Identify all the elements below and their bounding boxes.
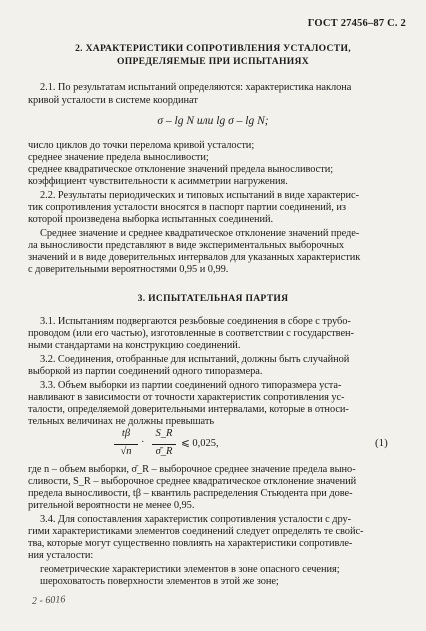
text-line: проводом (или его частью), изготовленные в соответствии с государствен-: [28, 328, 354, 339]
equation-number: (1): [375, 437, 388, 449]
text-line: 3.4. Для сопоставления характеристик сопротивления усталости с дру-: [40, 514, 352, 525]
formula-rhs: ⩽ 0,025,: [181, 438, 219, 449]
text-line: 2.2. Результаты периодических и типовых испытаний в виде характерис-: [40, 190, 360, 201]
fraction-bar: [152, 444, 176, 445]
text-line: тик сопротивления усталости вносятся в паспорт партии соединений, из: [28, 202, 346, 213]
text-line: значений и в виде доверительных интервалов для указанных характеристик: [28, 252, 361, 263]
text-line: 3.2. Соединения, отобранные для испытаний, должны быть случайной: [40, 354, 350, 365]
text-line: навливают в зависимости от точности характеристик сопротивления ус-: [28, 392, 345, 403]
text-line: кривой усталости в системе координат: [28, 95, 198, 106]
t-beta: tβ: [121, 428, 131, 439]
text-line: где n – объем выборки, σ̄_R – выборочное среднее значение предела выно-: [28, 464, 356, 475]
fraction-s-over-sigma: [150, 428, 178, 462]
s-r: S_R: [155, 428, 173, 439]
text-line: 2.1. По результатам испытаний определяются: характеристика наклона: [40, 82, 352, 93]
text-line: тельных величинах не должны превышать: [28, 416, 215, 427]
text-line: сливости, S_R – выборочное среднее квадратическое отклонение значений: [28, 476, 357, 487]
text-line: Среднее значение и среднее квадратическое отклонение значений преде-: [40, 228, 360, 239]
page-header: ГОСТ 27456–87 С. 2: [307, 18, 406, 29]
fraction-t-over-sqrt-n: [112, 428, 140, 462]
text-line: с доверительными вероятностями 0,95 и 0,99.: [28, 264, 229, 275]
list-item: среднее квадратическое отклонение значений предела выносливости;: [28, 164, 334, 175]
handwritten-note: 2 - 6016: [31, 594, 66, 607]
text-line: тва, которые могут существенно повлиять на характеристики сопротивле-: [28, 538, 353, 549]
text-line: ния усталости:: [28, 550, 94, 561]
list-item: коэффициент чувствительности к асимметрии нагружения.: [28, 176, 288, 187]
list-item: шероховатость поверхности элементов в этой же зоне;: [40, 576, 279, 587]
text-line: предела выносливости, tβ – квантиль распределения Стьюдента при дове-: [28, 488, 353, 499]
text-line: ными стандартами на конструкцию соединений.: [28, 340, 241, 351]
section-2-title-line1: 2. ХАРАКТЕРИСТИКИ СОПРОТИВЛЕНИЯ УСТАЛОСТИ,: [75, 43, 351, 54]
text-line: талости, определяемой доверительными интервалами, которые в относи-: [28, 404, 349, 415]
formula-coordinates: σ – lg N или lg σ – lg N;: [157, 115, 269, 127]
text-line: выборкой из партии соединений одного типоразмера.: [28, 366, 263, 377]
text-line: рительной вероятности не менее 0,95.: [28, 500, 195, 511]
list-item: геометрические характеристики элементов в зоне опасного сечения;: [40, 564, 340, 575]
sqrt-n: √n: [120, 446, 132, 457]
multiply-dot: ·: [141, 437, 145, 448]
text-line: ла выносливости представляют в виде экспериментальных выборочных: [28, 240, 345, 251]
text-line: 3.1. Испытаниям подвергаются резьбовые соединения в сборе с трубо-: [40, 316, 351, 327]
sigma-bar-r: σ̄_R: [155, 446, 173, 457]
text-line: которой произведена выборка испытанных соединений.: [28, 214, 274, 225]
section-2-title-line2: ОПРЕДЕЛЯЕМЫЕ ПРИ ИСПЫТАНИЯХ: [117, 56, 309, 67]
fraction-bar: [114, 444, 138, 445]
list-item: среднее значение предела выносливости;: [28, 152, 209, 163]
text-line: гими характеристиками элементов соединений следует определять те свойс-: [28, 526, 364, 537]
text-line: 3.3. Объем выборки из партии соединений одного типоразмера уста-: [40, 380, 342, 391]
list-item: число циклов до точки перелома кривой усталости;: [28, 140, 255, 151]
section-3-title: 3. ИСПЫТАТЕЛЬНАЯ ПАРТИЯ: [137, 293, 289, 304]
